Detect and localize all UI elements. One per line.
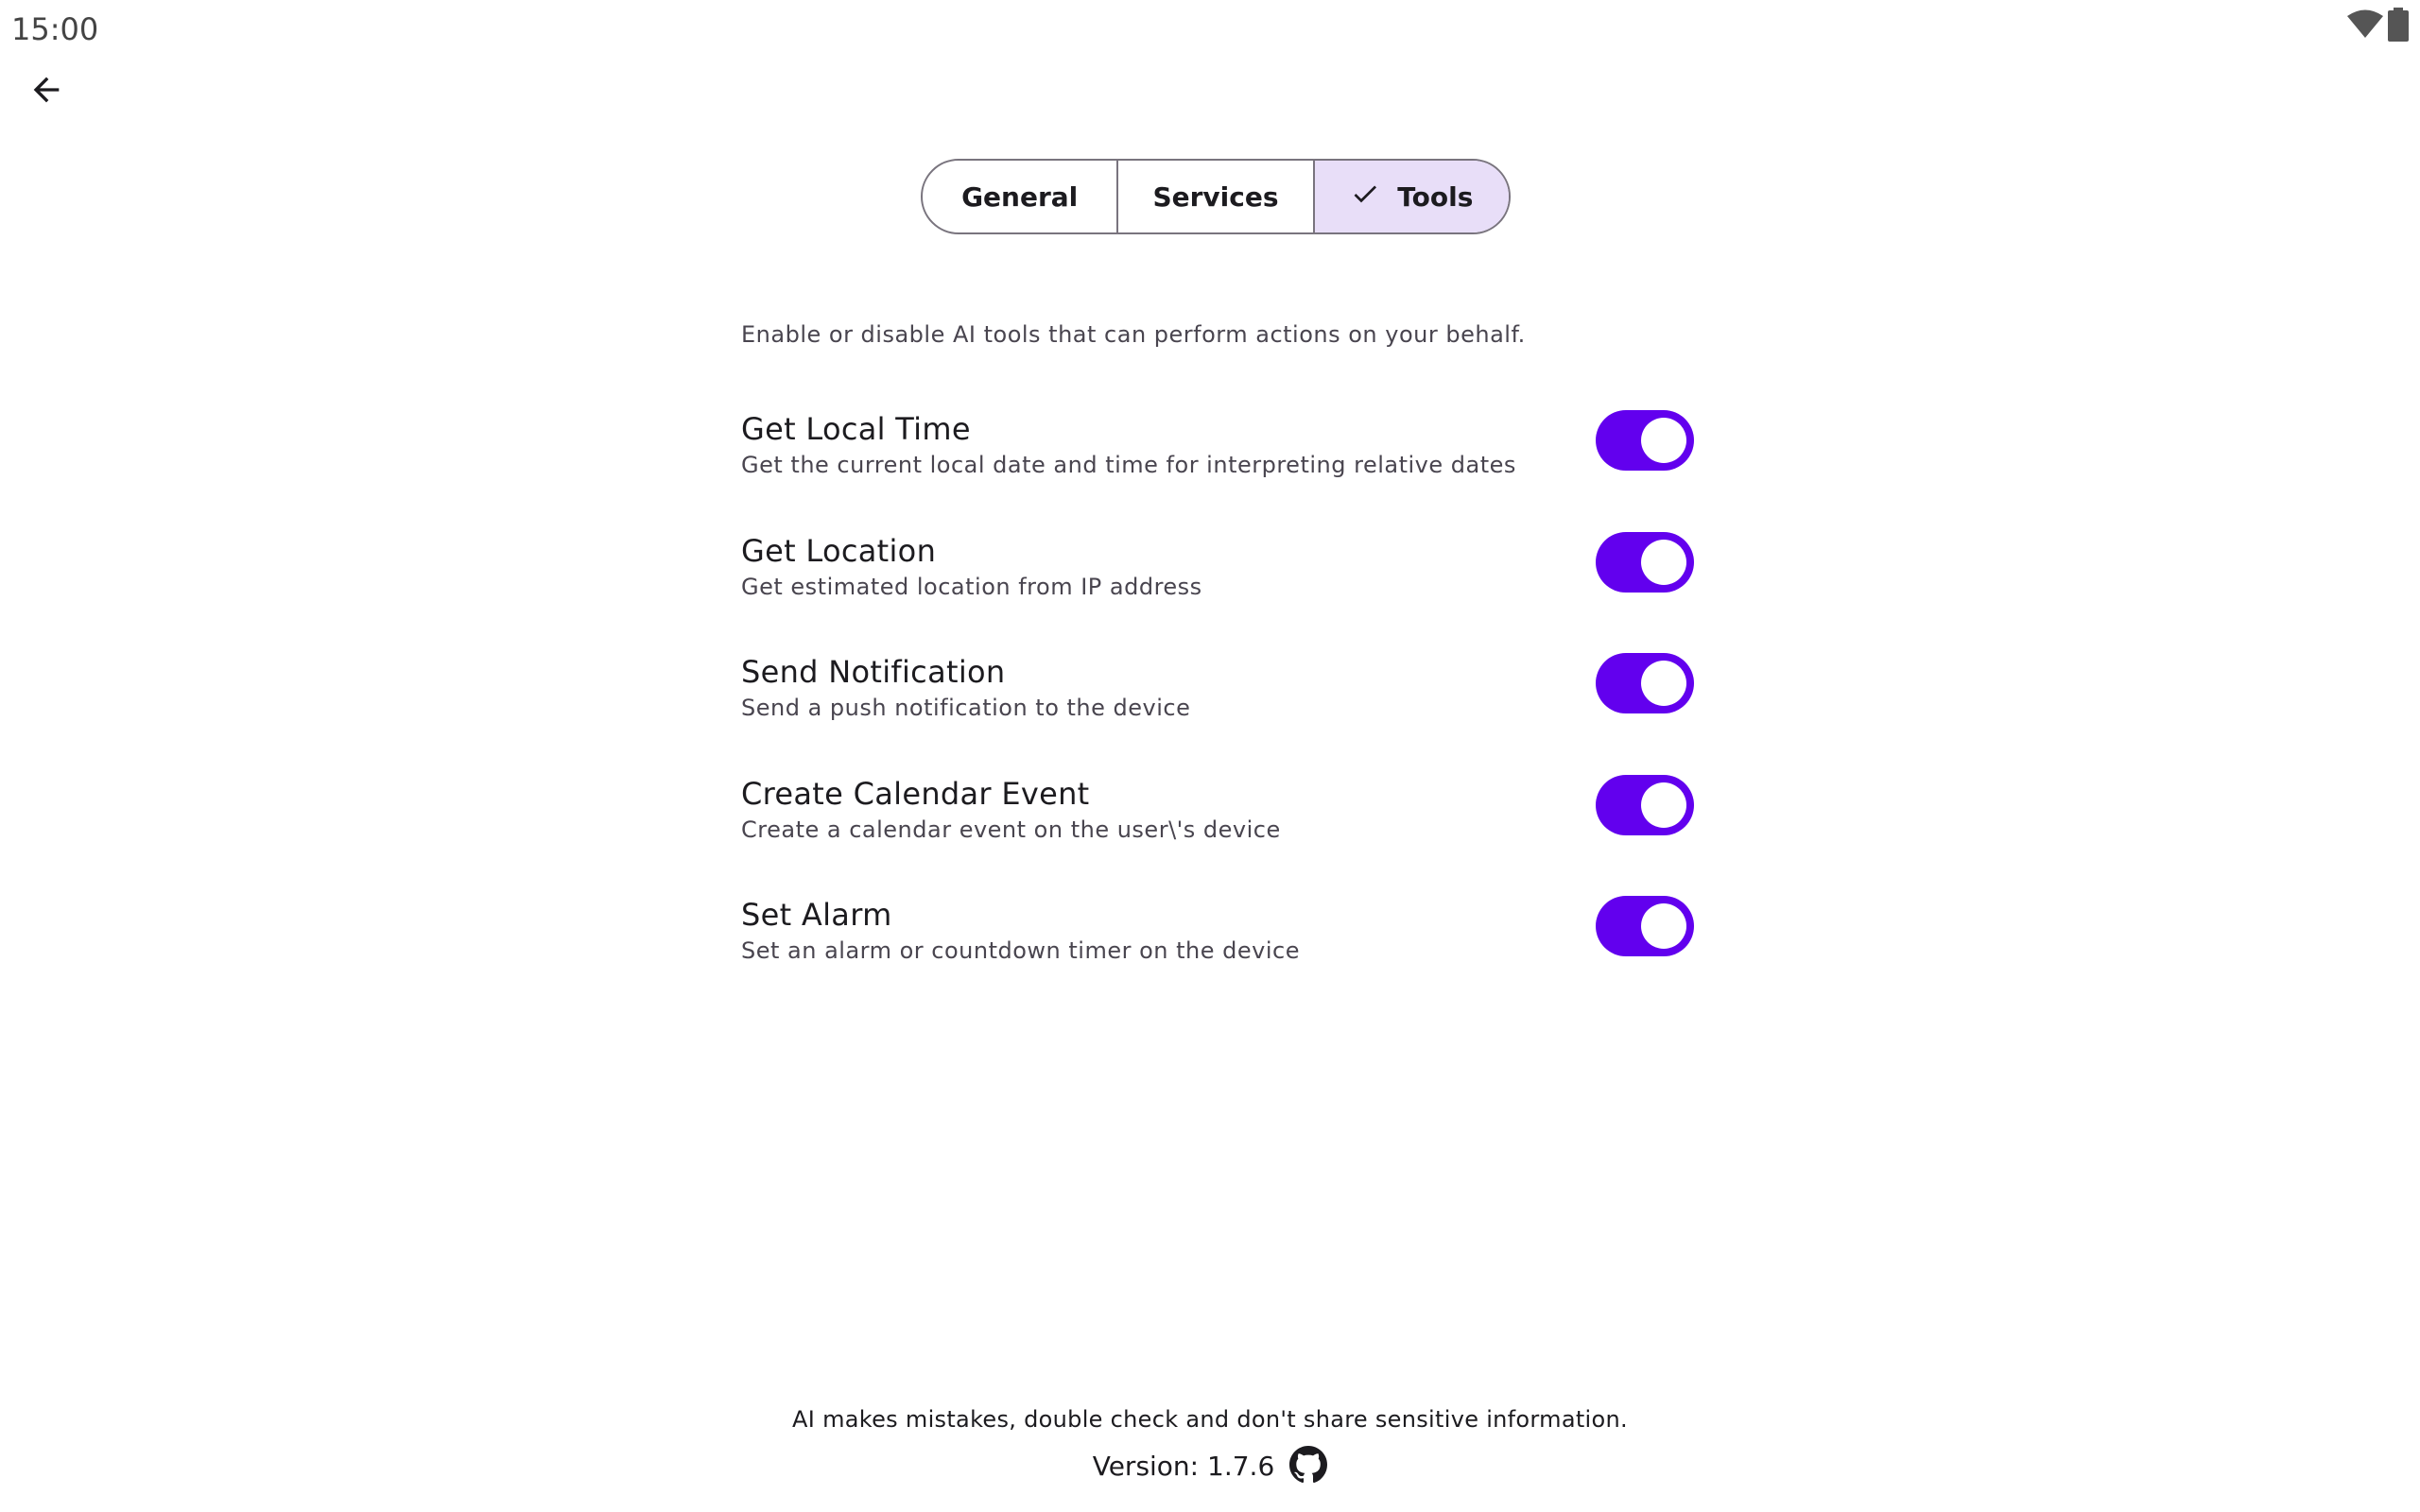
tab-general-label: General xyxy=(961,180,1079,213)
tool-list xyxy=(741,395,1694,1003)
tool-row-get-local-time xyxy=(741,395,1694,517)
tool-row-send-notification xyxy=(741,638,1694,760)
tool-title: Create Calendar Event xyxy=(741,775,1090,812)
tool-description: Get the current local date and time for interpreting relative dates xyxy=(741,452,1516,478)
tab-tools-label: Tools xyxy=(1397,180,1474,213)
tool-row-set-alarm xyxy=(741,881,1694,1003)
battery-icon xyxy=(2388,8,2409,45)
tool-row-create-calendar-event xyxy=(741,760,1694,882)
tool-description: Set an alarm or countdown timer on the device xyxy=(741,937,1300,964)
toggle-thumb xyxy=(1641,418,1686,463)
tab-tools[interactable] xyxy=(1313,161,1509,232)
github-link[interactable] xyxy=(1289,1446,1327,1487)
tool-title: Get Local Time xyxy=(741,411,971,447)
tab-services[interactable] xyxy=(1116,161,1312,232)
tool-row-get-location xyxy=(741,517,1694,639)
tool-title: Get Location xyxy=(741,532,937,569)
tools-intro-text: Enable or disable AI tools that can perform actions on your behalf. xyxy=(741,321,1526,348)
toggle-get-location[interactable] xyxy=(1596,532,1694,593)
ai-disclaimer: AI makes mistakes, double check and don't share sensitive information. xyxy=(792,1406,1628,1433)
status-bar-time: 15:00 xyxy=(11,11,99,47)
toggle-set-alarm[interactable] xyxy=(1596,896,1694,956)
version-label: Version: 1.7.6 xyxy=(1092,1451,1275,1482)
tool-title: Send Notification xyxy=(741,654,1006,690)
back-button[interactable] xyxy=(15,60,78,123)
toggle-send-notification[interactable] xyxy=(1596,653,1694,713)
toggle-thumb xyxy=(1641,540,1686,585)
toggle-get-local-time[interactable] xyxy=(1596,410,1694,471)
github-icon xyxy=(1289,1446,1327,1487)
status-bar-icons xyxy=(2346,8,2409,45)
tool-description: Send a push notification to the device xyxy=(741,695,1191,721)
wifi-icon xyxy=(2346,9,2384,43)
version-row xyxy=(0,1446,2420,1487)
arrow-back-icon xyxy=(27,71,65,112)
check-icon xyxy=(1350,179,1380,215)
toggle-thumb xyxy=(1641,661,1686,706)
settings-tabs xyxy=(921,159,1511,234)
toggle-thumb xyxy=(1641,782,1686,828)
tool-description: Create a calendar event on the user\'s device xyxy=(741,816,1281,843)
toggle-thumb xyxy=(1641,903,1686,949)
tool-title: Set Alarm xyxy=(741,897,892,933)
tab-general[interactable] xyxy=(923,161,1116,232)
tool-description: Get estimated location from IP address xyxy=(741,573,1202,600)
toggle-create-calendar-event[interactable] xyxy=(1596,775,1694,835)
tab-services-label: Services xyxy=(1152,180,1279,213)
